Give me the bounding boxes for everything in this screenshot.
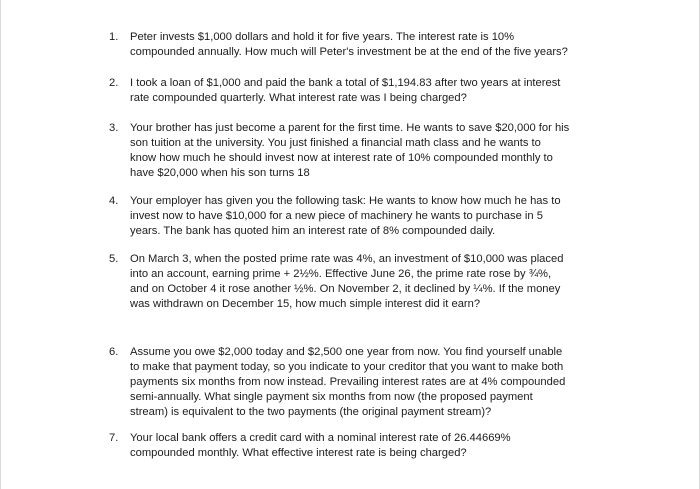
question-number: 7. bbox=[109, 432, 119, 444]
question-number: 2. bbox=[109, 77, 119, 89]
question-6 bbox=[109, 345, 689, 420]
question-text: On March 3, when the posted prime rate was 4%, an investment of $10,000 was placed into an account, earning prime + 2½%. Effective June 26, the prime rate rose by ¾%, and on October 4 it rose another ½%. On November 2, it declined by ¼%. If the money was withdrawn on December 15, how much simple interest did it earn? bbox=[130, 253, 564, 310]
question-2 bbox=[109, 76, 689, 106]
question-4 bbox=[109, 194, 689, 239]
question-text: Your local bank offers a credit card with a nominal interest rate of 26.44669% compounded monthly. What effective interest rate is being charged? bbox=[130, 432, 511, 459]
question-text: Your employer has given you the following task: He wants to know how much he has to invest now to have $10,000 for a new piece of machinery he wants to purchase in 5 years. The bank has quoted him an interest rate of 8% compounded daily. bbox=[130, 195, 561, 237]
question-number: 3. bbox=[109, 122, 119, 134]
question-number: 4. bbox=[109, 195, 119, 207]
question-text: I took a loan of $1,000 and paid the bank a total of $1,194.83 after two years at interest rate compounded quarterly. What interest rate was I being charged? bbox=[130, 77, 561, 104]
question-number: 6. bbox=[109, 346, 119, 358]
question-3 bbox=[109, 121, 689, 181]
question-1 bbox=[109, 30, 689, 60]
question-number: 1. bbox=[109, 31, 119, 43]
question-text: Assume you owe $2,000 today and $2,500 one year from now. You find yourself unable to make that payment today, so you indicate to your creditor that you want to make both payments six months from now instead. Prevailing interest rates are at 4% compounded semi-annually. What single payment six months from now (the proposed payment stream) is equivalent to the two payments (the original payment stream)? bbox=[130, 346, 566, 418]
question-7 bbox=[109, 431, 689, 461]
question-text: Peter invests $1,000 dollars and hold it for five years. The interest rate is 10% compounded annually. How much will Peter's investment be at the end of the five years? bbox=[130, 31, 568, 58]
question-number: 5. bbox=[109, 253, 119, 265]
question-5 bbox=[109, 252, 689, 312]
question-text: Your brother has just become a parent for the first time. He wants to save $20,000 for his son tuition at the university. You just finished a financial math class and he wants to know how much he should invest now at interest rate of 10% compounded monthly to have $20,000 when his son turns 18 bbox=[130, 122, 570, 179]
